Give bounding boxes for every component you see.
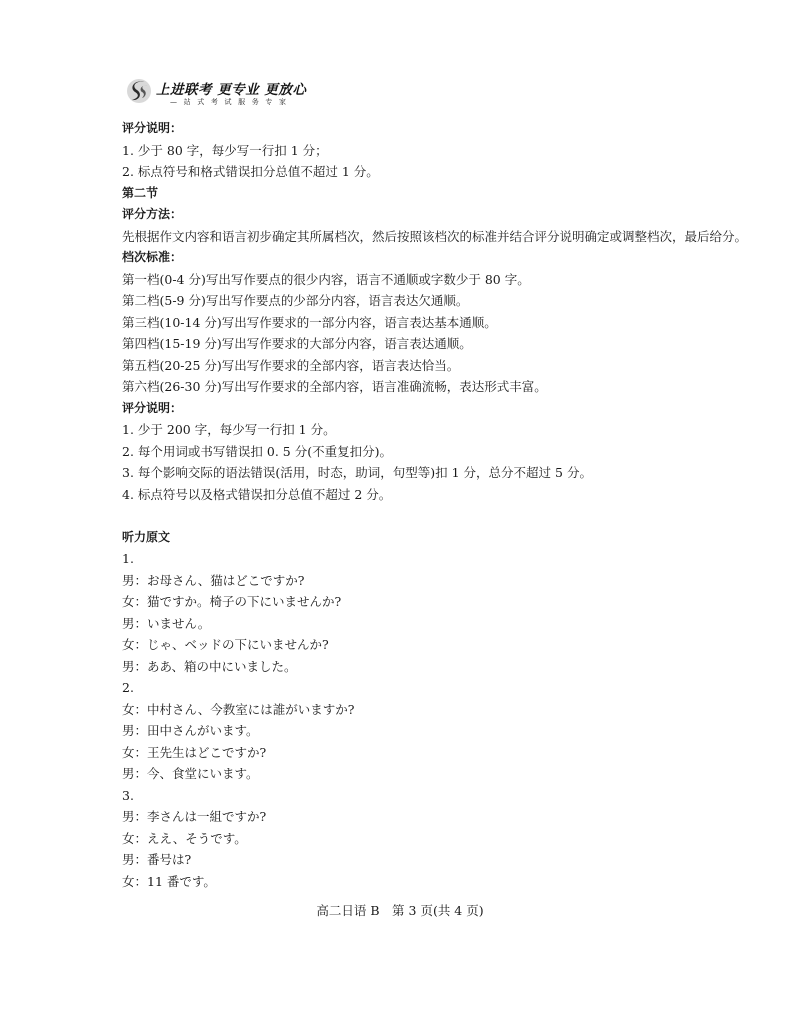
section-heading: 评分说明：	[122, 400, 183, 415]
text-line: 女：11 番です。	[122, 873, 216, 889]
section-heading: 第二节	[122, 185, 159, 200]
text-line: 1.	[122, 551, 134, 566]
text-line: 男：田中さんがいます。	[122, 723, 259, 738]
text-line: 3. 每个影响交际的语法错误(活用，时态，助词，句型等)扣 1 分，总分不超过 5 分。	[122, 465, 592, 480]
text-line: 第六档(26-30 分)写出写作要求的全部内容，语言准确流畅，表达形式丰富。	[122, 379, 547, 394]
text-line: 第二档(5-9 分)写出写作要点的少部分内容，语言表达欠通顺。	[122, 293, 469, 308]
text-line: 4. 标点符号以及格式错误扣分总值不超过 2 分。	[122, 486, 392, 502]
brand-logo	[126, 76, 307, 110]
text-line: 男：ああ、箱の中にいました。	[122, 658, 297, 674]
section-heading: 评分说明：	[122, 121, 183, 135]
spacer	[122, 505, 702, 527]
document-body	[122, 118, 748, 892]
text-line: 2. 标点符号和格式错误扣分总值不超过 1 分。	[122, 164, 379, 179]
text-line: 男：李さんは一組ですか?	[122, 809, 267, 824]
text-line: 女：王先生はどこですか?	[122, 744, 267, 760]
text-line: 男：いません。	[122, 615, 211, 631]
page-footer: 高二日语 B 第 3 页(共 4 页)	[316, 903, 484, 918]
section-heading: 档次标准：	[122, 250, 183, 264]
text-line: 第一档(0-4 分)写出写作要点的很少内容，语言不通顺或字数少于 80 字。	[122, 271, 530, 287]
text-line: 1. 少于 80 字，每少写一行扣 1 分；	[122, 142, 328, 158]
text-line: 男：番号は?	[122, 852, 192, 867]
section-heading: 听力原文	[122, 529, 171, 544]
text-line: 女：ええ、そうです。	[122, 830, 247, 846]
text-line: 第五档(20-25 分)写出写作要求的全部内容，语言表达恰当。	[122, 357, 460, 373]
text-line: 3.	[122, 787, 134, 803]
text-line: 女：じゃ、ベッドの下にいませんか?	[122, 637, 329, 652]
text-line: 1. 少于 200 字，每少写一行扣 1 分。	[122, 422, 336, 437]
text-line: 女：中村さん、今教室には誰がいますか?	[122, 701, 355, 717]
text-line: 2. 每个用词或书写错误扣 0. 5 分(不重复扣分)。	[122, 443, 392, 459]
text-line: 第三档(10-14 分)写出写作要求的一部分内容，语言表达基本通顺。	[122, 314, 497, 330]
text-line: 男：今、食堂にいます。	[122, 766, 259, 781]
text-line: 男：お母さん、猫はどこですか?	[122, 572, 305, 588]
logo-swirl-icon	[126, 76, 152, 106]
text-line: 先根据作文内容和语言初步确定其所属档次，然后按照该档次的标准并结合评分说明确定或调整档次，最后给分。	[122, 228, 748, 244]
section-heading: 评分方法：	[122, 207, 183, 221]
text-line: 女：猫ですか。椅子の下にいませんか?	[122, 594, 342, 609]
text-line: 第四档(15-19 分)写出写作要求的大部分内容，语言表达通顺。	[122, 336, 472, 351]
text-line: 2.	[122, 680, 134, 695]
brand-tagline: — 站 式 考 试 服 务 专 家	[170, 98, 289, 106]
brand-name: 上进联考 更专业 更放心	[156, 82, 307, 98]
